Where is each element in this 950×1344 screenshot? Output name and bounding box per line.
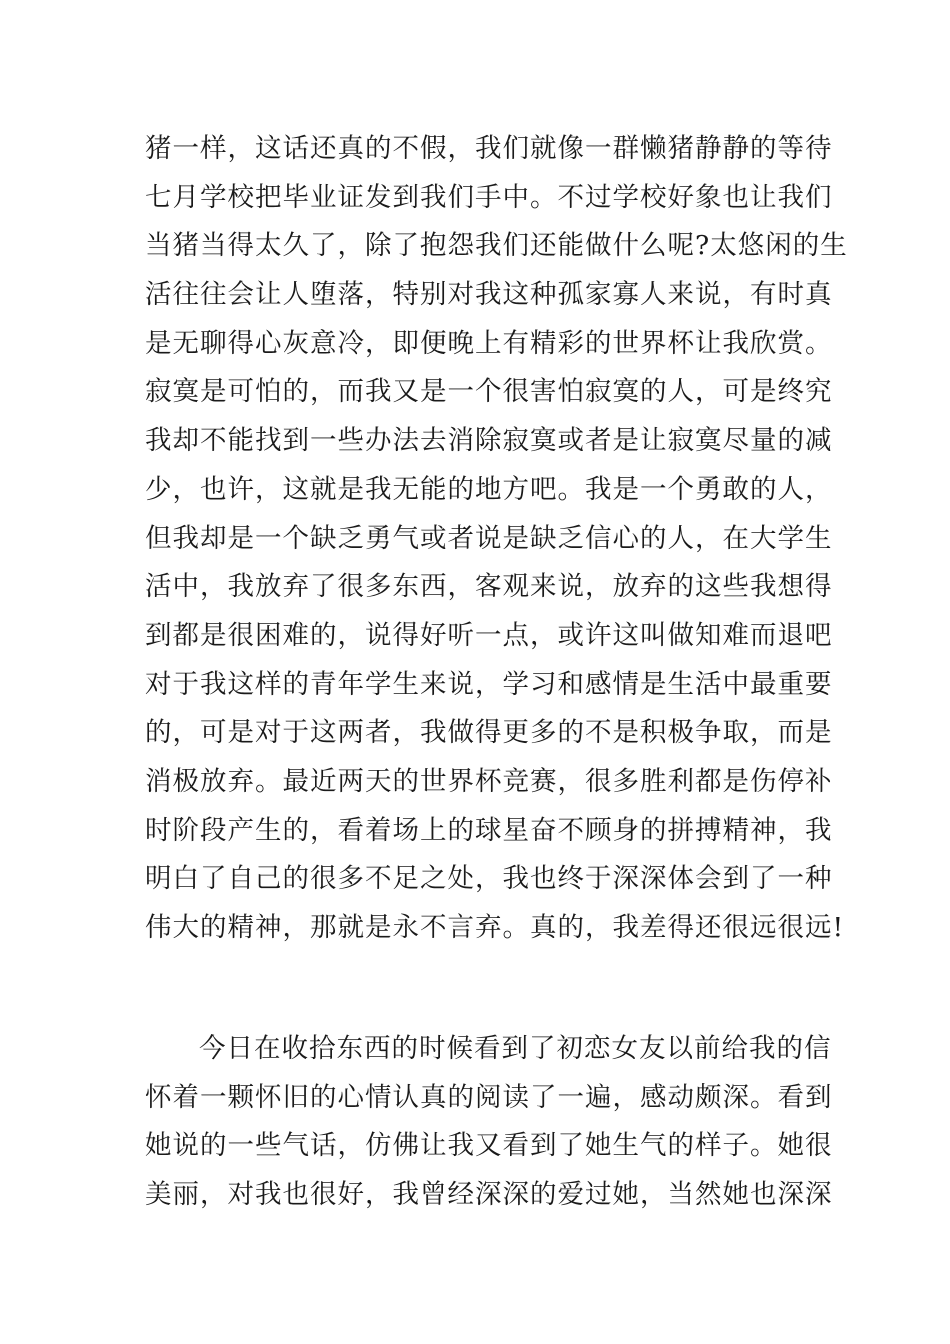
text-line: 她说的一些气话，仿佛让我又看到了她生气的样子。她很: [145, 1130, 833, 1162]
text-line: 消极放弃。最近两天的世界杯竞赛，很多胜利都是伤停补: [145, 765, 833, 797]
text-line: 的，可是对于这两者，我做得更多的不是积极争取，而是: [145, 717, 833, 749]
text-line-indented: 今日在收拾东西的时候看到了初恋女友以前给我的信: [199, 1033, 832, 1064]
text-line: 少，也许，这就是我无能的地方吧。我是一个勇敢的人，: [145, 473, 833, 505]
paragraph-1: [145, 125, 848, 953]
paragraph-2: [145, 1025, 833, 1220]
text-line: 寂寞是可怕的，而我又是一个很害怕寂寞的人，可是终究: [145, 376, 833, 408]
text-line: 但我却是一个缺乏勇气或者说是缺乏信心的人，在大学生: [145, 522, 833, 554]
text-line: 对于我这样的青年学生来说，学习和感情是生活中最重要: [145, 668, 833, 700]
text-line: 猪一样，这话还真的不假，我们就像一群懒猪静静的等待: [145, 133, 833, 164]
text-line: 活往往会让人堕落，特别对我这种孤家寡人来说，有时真: [145, 279, 833, 311]
text-line: 是无聊得心灰意冷，即便晚上有精彩的世界杯让我欣赏。: [145, 327, 833, 359]
text-line: 明白了自己的很多不足之处，我也终于深深体会到了一种: [145, 863, 833, 895]
text-line: 美丽，对我也很好，我曾经深深的爱过她，当然她也深深: [145, 1179, 833, 1211]
text-line: 怀着一颗怀旧的心情认真的阅读了一遍，感动颇深。看到: [145, 1081, 833, 1113]
text-line: 到都是很困难的，说得好听一点，或许这叫做知难而退吧: [145, 619, 833, 651]
text-line: 七月学校把毕业证发到我们手中。不过学校好象也让我们: [145, 181, 833, 213]
text-line: 我却不能找到一些办法去消除寂寞或者是让寂寞尽量的减: [145, 425, 833, 457]
text-line: 时阶段产生的，看着场上的球星奋不顾身的拼搏精神，我: [145, 814, 833, 846]
text-line: 活中，我放弃了很多东西，客观来说，放弃的这些我想得: [145, 571, 833, 603]
text-line: 当猪当得太久了，除了抱怨我们还能做什么呢?太悠闲的生: [145, 230, 848, 262]
text-line: 伟大的精神，那就是永不言弃。真的，我差得还很远很远!: [145, 912, 845, 943]
